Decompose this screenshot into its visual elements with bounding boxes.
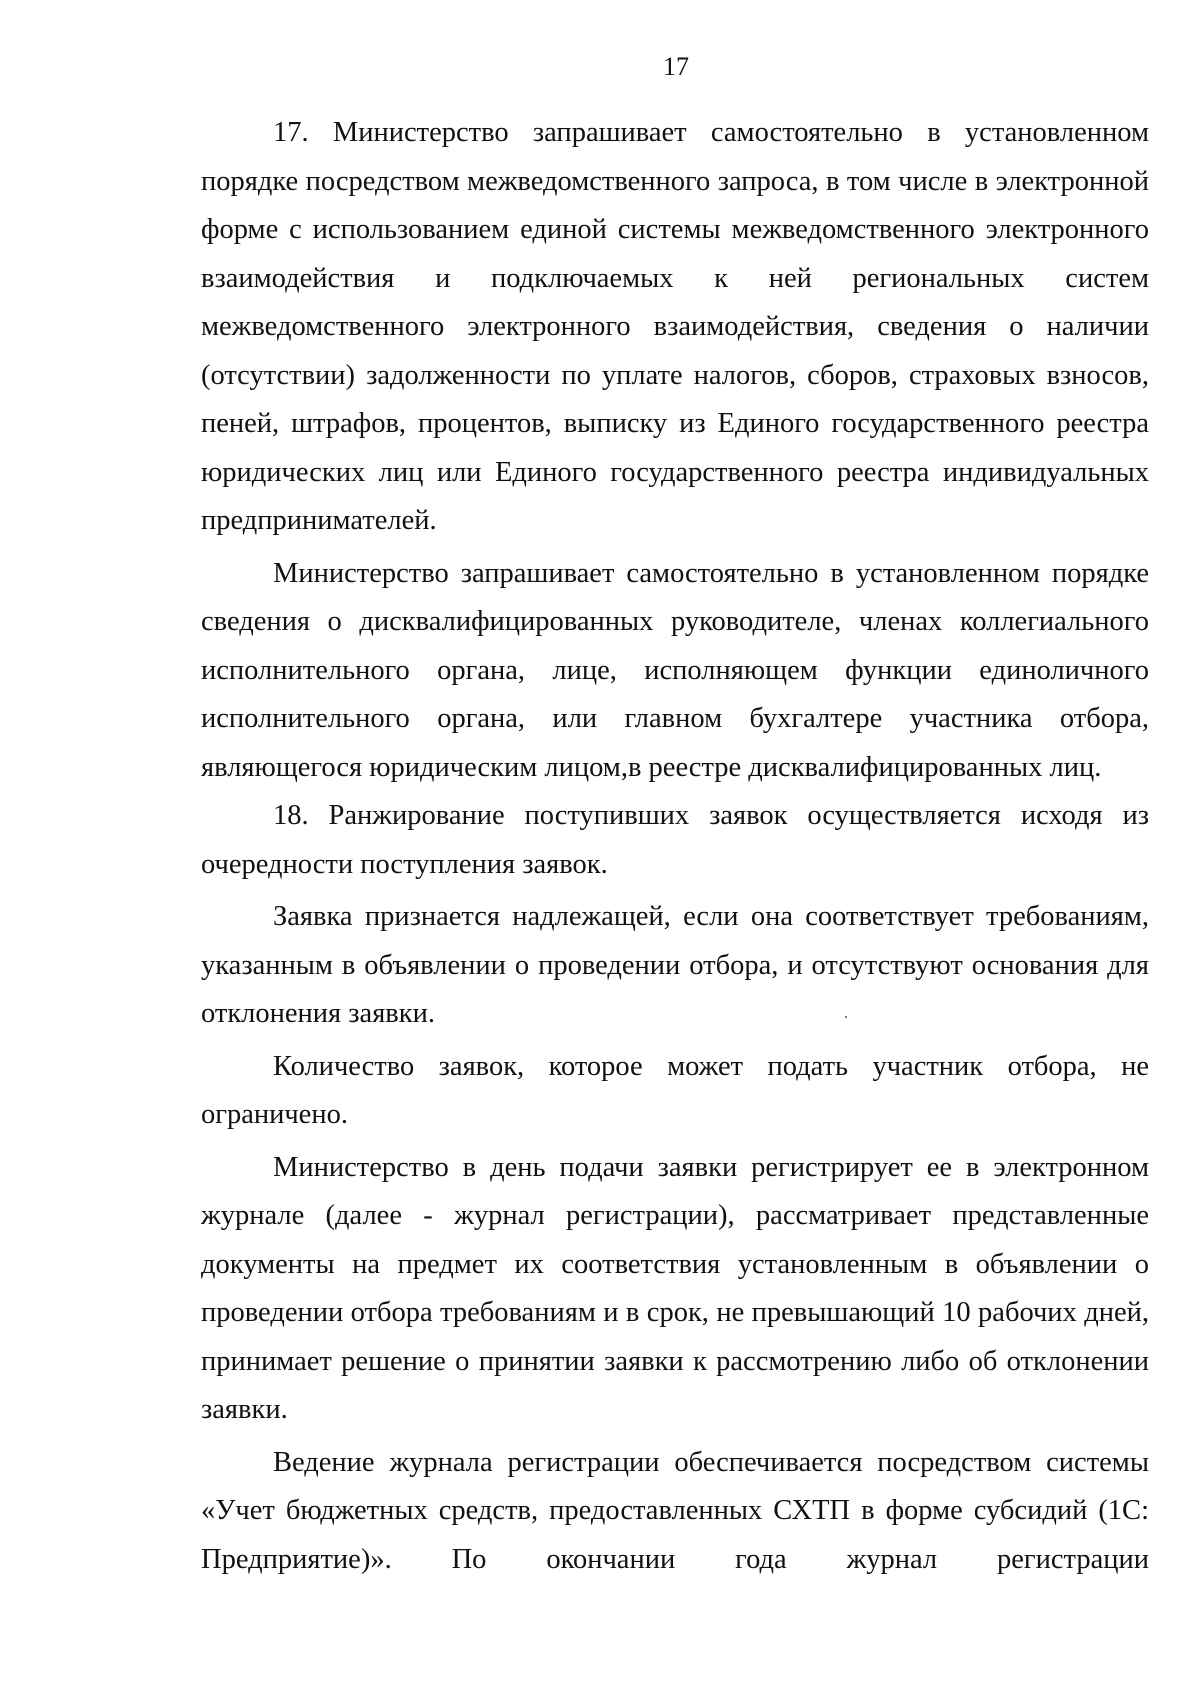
page-number: 17 — [663, 52, 689, 81]
paragraph-item-18: 18. Ранжирование поступивших заявок осуществляется исходя из очередности поступления заявок. — [201, 800, 1149, 880]
paragraph-item-17: 17. Министерство запрашивает самостоятельно в установленном порядке посредством межведомственного запроса, в том числе в электронной форме с использованием единой системы межведомственного электронного взаимодействия и подключаемых к ней региональных систем межведомственного электронного взаимодействия, сведения о наличии (отсутствии) задолженности по уплате налогов, сборов, страховых взносов, пеней, штрафов, процентов, выписку из Единого государственного реестра юридических лиц или Единого государственного реестра индивидуальных предпринимателей. — [201, 117, 1149, 536]
paragraph-disqualified-persons: Министерство запрашивает самостоятельно в установленном порядке сведения о дисквалифицированных руководителе, членах коллегиального исполнительного органа, лице, исполняющем функции единоличного исполнительного органа, или главном бухгалтере участника отбора, являющегося юридическим лицом,в реестре дисквалифицированных лиц. — [201, 557, 1149, 783]
document-body — [201, 109, 1149, 1584]
paragraph-journal-maintenance: Ведение журнала регистрации обеспечивается посредством системы «Учет бюджетных средств, предоставленных СХТП в форме субсидий (1С: Предприятие)». По окончании года журнал регистрации — [201, 1446, 1149, 1575]
paragraph-application-count: Количество заявок, которое может подать участник отбора, не ограничено. — [201, 1050, 1149, 1130]
scan-speck — [845, 1016, 847, 1018]
paragraph-registration: Министерство в день подачи заявки регистрирует ее в электронном журнале (далее - журнал регистрации), рассматривает представленные документы на предмет их соответствия установленным в объявлении о проведении отбора требованиям и в срок, не превышающий 10 рабочих дней, принимает решение о принятии заявки к рассмотрению либо об отклонении заявки. — [201, 1151, 1149, 1425]
paragraph-proper-application: Заявка признается надлежащей, если она соответствует требованиям, указанным в объявлении о проведении отбора, и отсутствуют основания для отклонения заявки. — [201, 901, 1149, 1029]
